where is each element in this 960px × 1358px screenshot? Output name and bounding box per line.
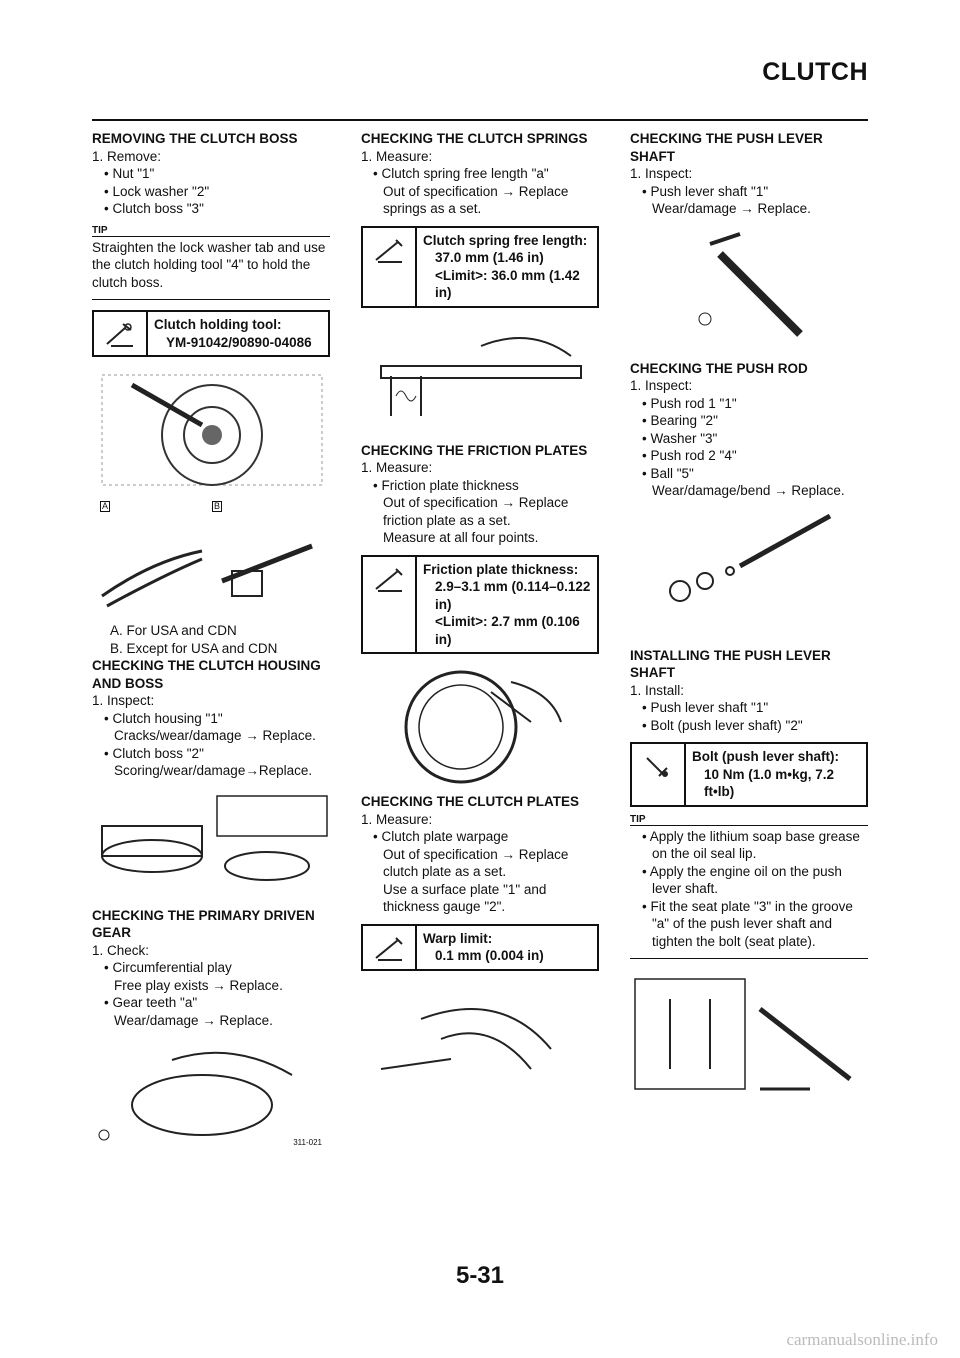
spec-box [361, 226, 599, 308]
step: 1. Measure: [361, 811, 433, 827]
spec-value: 10 Nm (1.0 m•kg, 7.2 ft•lb) [704, 766, 835, 799]
column-2 [361, 130, 599, 1095]
list-item: • Push lever shaft "1" [642, 699, 868, 717]
list-item: • Push rod 1 "1" [642, 395, 868, 413]
list-item: • Gear teeth "a" [104, 994, 330, 1012]
list-item: • Clutch housing "1" [104, 710, 330, 728]
list-item: • Ball "5" [642, 465, 868, 483]
list-subtext: Wear/damage/bend → Replace. [652, 483, 845, 498]
list-subtext: Scoring/wear/damage→Replace. [114, 763, 313, 778]
section-title: CHECKING THE CLUTCH SPRINGS [361, 131, 588, 146]
wrench-icon [94, 312, 148, 355]
spec-value: 2.9–3.1 mm (0.114–0.122 in) [435, 579, 591, 612]
list-subtext: Use a surface plate "1" and thickness gauge "2". [383, 881, 547, 914]
column-1 [92, 130, 330, 1161]
section-title: CHECKING THE CLUTCH PLATES [361, 794, 579, 809]
list-item: • Friction plate thickness [373, 477, 599, 495]
spec-label: Clutch holding tool: [154, 317, 282, 332]
push-rod-figure [630, 506, 868, 641]
tip-label: TIP [92, 226, 330, 237]
tip-divider [92, 299, 330, 300]
figure-code: 311-021 [293, 1137, 322, 1147]
list-subtext: Out of specification → Replace clutch plate as a set. [383, 846, 569, 879]
spec-value: YM-91042/90890-04086 [166, 334, 312, 350]
spec-label: Friction plate thickness: [423, 561, 579, 577]
step: 1. Inspect: [92, 693, 155, 708]
list-subtext: Wear/damage → Replace. [114, 1012, 273, 1028]
tip-text: Straighten the lock washer tab and use the clutch holding tool "4" to hold the clutch boss. [92, 239, 326, 290]
spec-box [92, 310, 330, 357]
section-title: CHECKING THE PRIMARY DRIVEN GEAR [92, 907, 315, 940]
step: 1. Inspect: [630, 378, 693, 393]
list-subtext: Measure at all four points. [383, 530, 539, 545]
tip-item: • Apply the engine oil on the push lever shaft. [642, 863, 868, 898]
spec-label: Warp limit: [423, 930, 493, 946]
step: 1. Install: [630, 682, 685, 698]
caption: B. Except for USA and CDN [110, 640, 278, 656]
caption: A. For USA and CDN [110, 623, 237, 638]
list-item: • Lock washer "2" [104, 183, 330, 201]
list-item: • Nut "1" [104, 165, 330, 183]
page-number: 5-31 [455, 1262, 505, 1289]
torque-icon [632, 744, 686, 805]
spec-limit: <Limit>: 36.0 mm (1.42 in) [435, 267, 580, 300]
list-subtext: Out of specification → Replace springs as a set. [383, 183, 569, 216]
push-lever-install-figure [630, 969, 868, 1109]
push-lever-shaft-figure [630, 224, 868, 354]
list-item: • Push rod 2 "4" [642, 447, 868, 465]
list-item: • Clutch plate warpage [373, 828, 599, 846]
spec-label: Clutch spring free length: [423, 232, 588, 248]
list-item: • Bolt (push lever shaft) "2" [642, 717, 868, 735]
section-title: CHECKING THE FRICTION PLATES [361, 442, 588, 458]
step: 1. Measure: [361, 148, 433, 164]
spec-limit: <Limit>: 2.7 mm (0.106 in) [435, 614, 580, 647]
list-item: • Push lever shaft "1" [642, 183, 868, 201]
figure-label: B [214, 501, 221, 511]
step: 1. Remove: [92, 148, 162, 164]
list-subtext: Free play exists → Replace. [114, 977, 283, 993]
list-item: • Clutch boss "3" [104, 200, 330, 218]
list-subtext: Wear/damage → Replace. [652, 201, 811, 216]
clutch-plate-warp-figure [361, 979, 599, 1089]
spec-value: 37.0 mm (1.46 in) [435, 250, 544, 265]
tip-item: • Fit the seat plate "3" in the groove "a" of the push lever shaft and tighten the bolt (seat plate). [642, 898, 868, 951]
measure-icon [363, 557, 417, 653]
list-item: • Clutch spring free length "a" [373, 165, 599, 183]
step: 1. Check: [92, 942, 150, 958]
list-item: • Circumferential play [104, 959, 330, 977]
header-rule [92, 119, 868, 121]
step: 1. Inspect: [630, 166, 693, 181]
list-item: • Clutch boss "2" [104, 745, 330, 763]
step: 1. Measure: [361, 460, 433, 475]
holding-tool-figure [92, 521, 330, 616]
clutch-boss-removal-figure [92, 365, 330, 495]
measure-icon [363, 926, 417, 969]
spec-box [361, 555, 599, 655]
tip-divider [630, 958, 868, 959]
spec-box [361, 924, 599, 971]
clutch-housing-figure [92, 786, 330, 901]
section-title: REMOVING THE CLUTCH BOSS [92, 131, 298, 146]
section-title: CHECKING THE CLUTCH HOUSING AND BOSS [92, 658, 321, 691]
figure-label: A [102, 501, 109, 511]
caliper-spring-figure [361, 316, 599, 436]
spec-value: 0.1 mm (0.004 in) [435, 948, 544, 963]
measure-icon [363, 228, 417, 306]
list-subtext: Cracks/wear/damage → Replace. [114, 728, 316, 743]
spec-box [630, 742, 868, 807]
section-title: CHECKING THE PUSH LEVER SHAFT [630, 131, 823, 164]
footer-watermark: carmanualsonline.info [786, 1330, 938, 1349]
section-title: INSTALLING THE PUSH LEVER SHAFT [630, 647, 831, 680]
tip-label: TIP [630, 815, 868, 826]
section-title: CHECKING THE PUSH ROD [630, 360, 808, 376]
column-3 [630, 130, 868, 1115]
list-subtext: Out of specification → Replace friction plate as a set. [383, 495, 569, 528]
page-title: CLUTCH [762, 58, 868, 86]
spec-label: Bolt (push lever shaft): [692, 749, 840, 764]
friction-plate-figure [361, 662, 599, 787]
tip-item: • Apply the lithium soap base grease on the oil seal lip. [642, 828, 868, 863]
list-item: • Bearing "2" [642, 412, 868, 430]
list-item: • Washer "3" [642, 430, 868, 448]
